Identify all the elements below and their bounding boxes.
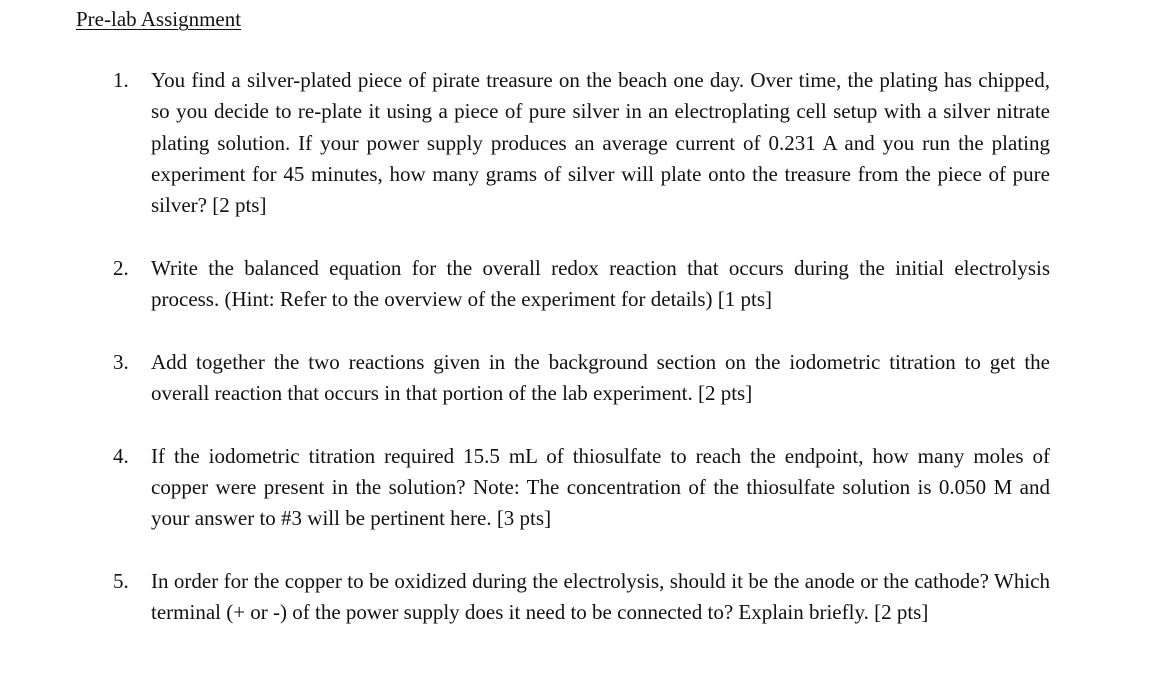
question-number: 5.: [113, 569, 129, 594]
question-number: 2.: [113, 255, 129, 280]
question-item: [113, 253, 1050, 316]
question-text: You find a silver-plated piece of pirate treasure on the beach one day. Over time, the plating has chipped, so you decide to re-plate it using a piece of pure silver in an electroplating cell setup with a silver nitrate plating solution. If your power supply produces an average current of 0.231 A and you run the plating experiment for 45 minutes, how many grams of silver will plate onto the treasure from the piece of pure silver? [2 pts]: [151, 68, 1050, 218]
question-item: [113, 347, 1050, 410]
question-item: [113, 65, 1050, 221]
question-number: 4.: [113, 443, 129, 468]
question-number: 3.: [113, 349, 129, 374]
question-text: In order for the copper to be oxidized during the electrolysis, should it be the anode or the cathode? Which terminal (+ or -) of the power supply does it need to be connected to? Explain briefly. [2 pts]: [151, 569, 1050, 625]
question-text: Add together the two reactions given in the background section on the iodometric titration to get the overall reaction that occurs in that portion of the lab experiment. [2 pts]: [151, 349, 1050, 406]
question-item: [113, 441, 1050, 535]
question-number: 1.: [113, 68, 129, 92]
page-title: Pre-lab Assignment: [76, 7, 242, 31]
question-text: If the iodometric titration required 15.5 mL of thiosulfate to reach the endpoint, how many moles of copper were present in the solution? Note: The concentration of the thiosulfate solution is 0.050 M and your answer to #3 will be pertinent here. [3 pts]: [151, 443, 1050, 531]
question-text: Write the balanced equation for the overall redox reaction that occurs during the initial electrolysis process. (Hint: Refer to the overview of the experiment for details) [1 pts]: [151, 255, 1050, 312]
question-list: [113, 65, 1050, 629]
question-item: [113, 566, 1050, 629]
